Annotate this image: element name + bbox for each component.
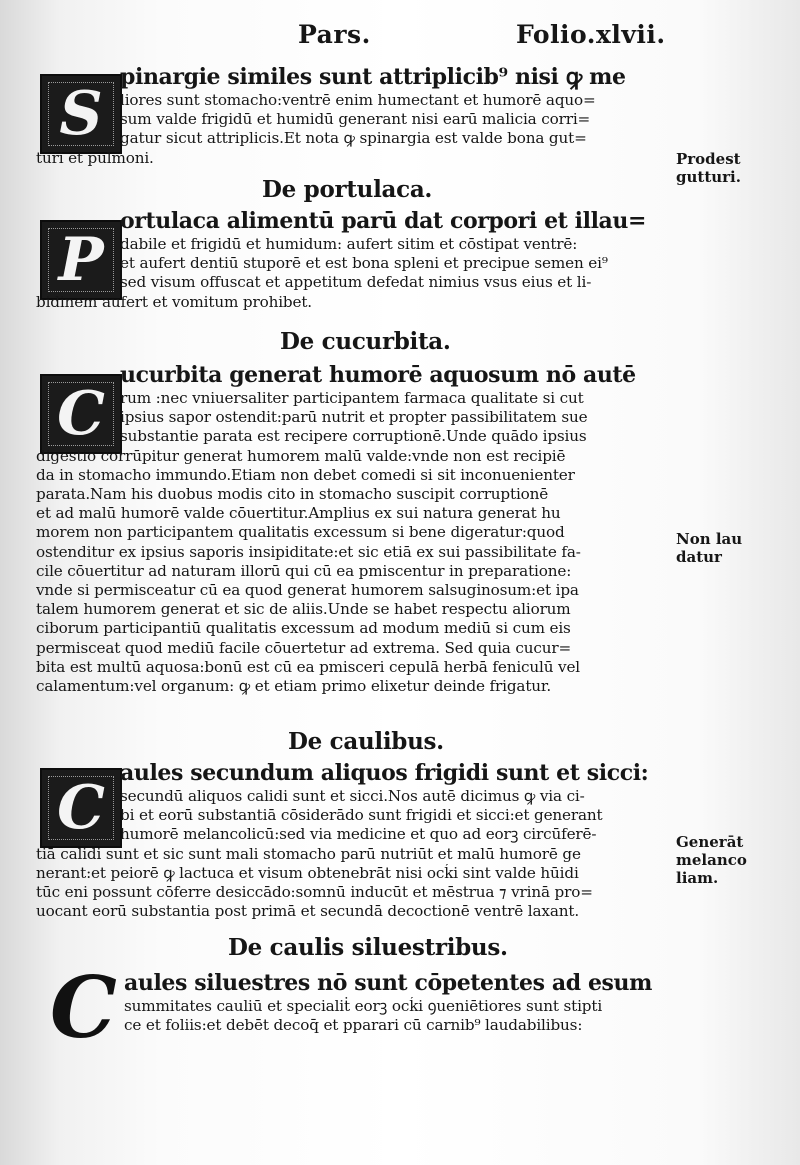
text-line: talem humorem generat et sic de aliis.Unde se habet respectu aliorum <box>36 600 571 619</box>
heading-cucurbita: De cucurbita. <box>280 328 451 355</box>
section-cucurbita <box>36 362 672 696</box>
text-line: morem non participantem qualitatis excessum si bene digeratur:quod <box>36 523 565 542</box>
text-line: substantie parata est recipere corruptionē.Unde quādo ipsius <box>120 427 587 446</box>
section-caulis-siluestribus <box>36 970 672 1035</box>
text-line: cile cōuertitur ad naturam illorū qui cū ea pmiscentur in preparatione: <box>36 561 572 580</box>
text-line: dabile et frigidū et humidum: aufert sitim et cōstipat ventrē: <box>120 235 578 253</box>
text-line: sed visum offuscat et appetitum defedat nimius vsus eius et li- <box>120 273 592 292</box>
text-line: turi et pulmoni. <box>36 148 154 167</box>
text-line: ostenditur ex ipsius saporis insipiditate:et sic etiā ex sui passibilitate fa- <box>36 542 581 561</box>
margin-note-non-laudatur: Non lau datur <box>676 530 743 566</box>
text-line: vnde si permisceatur cū ea quod generat humorem salsuginosum:et ipa <box>36 581 579 600</box>
text-line: sum valde frigidū et humidū generant nisi earū malicia corri= <box>120 110 591 129</box>
text-line: ipsius sapor ostendit:parū nutrit et propter passibilitatem sue <box>120 408 588 427</box>
text-line: gatur sicut attriplicis.Et nota ꝙ spinargia est valde bona gut= <box>120 129 587 148</box>
page-header <box>0 20 800 60</box>
text-line: liores sunt stomacho:ventrē enim humectant et humorē aquo= <box>120 91 596 109</box>
text-line: da in stomacho immundo.Etiam non debet comedi si sit inconuenienter <box>36 465 575 484</box>
margin-note-prodest: Prodest gutturi. <box>676 150 741 186</box>
margin-note-generant: Generāt melanco liam. <box>676 833 747 887</box>
header-pars: Pars. <box>298 20 371 49</box>
section-portulaca <box>36 208 672 312</box>
header-folio: Folio.xlvii. <box>516 20 666 49</box>
text-line: nerant:et peiorē ꝙ lactuca et visum obtenebrāt nisi ocḱi sint valde hūidi <box>36 863 579 882</box>
decorated-initial-c: C <box>40 374 122 454</box>
text-line: permisceat quod mediū facile cōuertetur ad extrema. Sed quia cucur= <box>36 638 572 657</box>
text-line: aules secundum aliquos frigidi sunt et sicci: <box>120 760 649 786</box>
text-line: rum :nec vniuersaliter participantem farmaca qualitate si cut <box>120 389 584 407</box>
text-line: uocant eorū substantia post primā et secundā decoctionē ventrē laxant. <box>36 902 579 921</box>
text-line: ciborum participantiū qualitatis excessum ad modum mediū si cum eis <box>36 619 571 638</box>
text-line: aules siluestres nō sunt cōpetentes ad esum <box>124 970 653 996</box>
text-line: bi et eorū substantiā cōsiderādo sunt frigidi et sicci:et generant <box>120 806 603 825</box>
heading-caulis-siluestribus: De caulis siluestribus. <box>228 934 508 961</box>
text-line: bita est multū aquosa:bonū est cū ea pmisceri cepulā herbā feniculū vel <box>36 657 581 676</box>
text-line: calamentum:vel organum: ꝙ et etiam primo elixetur deinde frigatur. <box>36 677 552 696</box>
section-spinargia <box>36 64 672 168</box>
heading-caulibus: De caulibus. <box>288 728 444 755</box>
text-line: tūc eni possunt cōferre desiccādo:somnū inducūt et mēstrua ⁊ vrinā pro= <box>36 883 593 902</box>
text-line: et ad malū humorē valde cōuertitur.Amplius ex sui natura generat hu <box>36 504 561 523</box>
text-line: secundū aliquos calidi sunt et sicci.Nos autē dicimus ꝙ via ci- <box>120 787 585 805</box>
text-line: et aufert dentiū stuporē et est bona spleni et precipue semen ei⁹ <box>120 254 608 273</box>
text-line: bidinem aufert et vomitum prohibet. <box>36 292 312 311</box>
text-line: pinargie similes sunt attriplicib⁹ nisi ꝙ me <box>120 64 626 90</box>
section-caulibus <box>36 760 672 921</box>
decorated-initial-s: S <box>40 74 122 154</box>
text-line: tiā calidi sunt et sic sunt mali stomacho parū nutriūt et malū humorē ge <box>36 844 581 863</box>
text-line: parata.Nam his duobus modis cito in stomacho suscipit corruptionē <box>36 485 549 504</box>
large-initial-c: C <box>50 958 117 1057</box>
text-line: humorē melancolicū:sed via medicine et quo ad eorꝫ circūferē- <box>120 825 597 844</box>
text-line: ce et foliis:et debēt decoq̄ et pparari cū carnib⁹ laudabilibus: <box>124 1016 583 1035</box>
heading-portulaca: De portulaca. <box>262 176 433 203</box>
text-line: ucurbita generat humorē aquosum nō autē <box>120 362 636 388</box>
decorated-initial-c2: C <box>40 768 122 848</box>
decorated-initial-p: P <box>40 220 122 300</box>
text-line: ortulaca alimentū parū dat corpori et illau= <box>120 208 647 234</box>
text-line: summitates cauliū et specialiṫ eorꝫ ocḱi ꝯueniētiores sunt stipti <box>124 997 603 1015</box>
text-line: digestio corrūpitur generat humorem malū valde:vnde non est recipiē <box>36 446 566 465</box>
